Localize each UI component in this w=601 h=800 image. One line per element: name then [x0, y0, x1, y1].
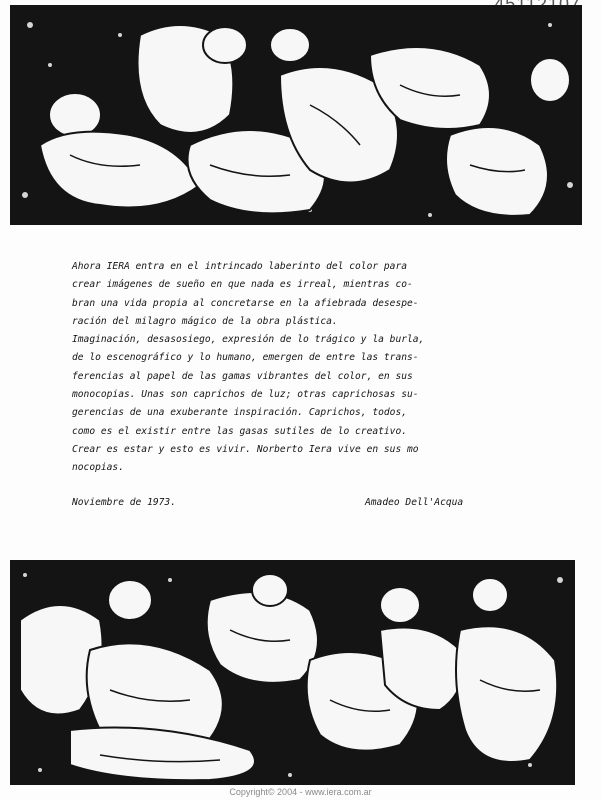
- bottom-artwork: [10, 560, 575, 785]
- text-line: Imaginación, desasosiego, expresión de lo trágico y la burla,: [72, 334, 425, 346]
- copyright-notice: Copyright© 2004 - www.iera.com.ar: [229, 787, 372, 797]
- date-line: Noviembre de 1973.: [72, 497, 176, 508]
- text-line: bran una vida propia al concretarse en la afiebrada desespe-: [72, 297, 419, 309]
- text-line: Ahora IERA entra en el intrincado laberinto del color para: [72, 261, 408, 272]
- paragraph: [72, 258, 542, 478]
- bottom-artwork-image: [10, 560, 575, 785]
- text-line: Crear es estar y esto es vivir. Norberto Iera vive en sus mo: [72, 443, 419, 455]
- text-line: gerencias de una exuberante inspiración. Caprichos, todos,: [72, 407, 408, 419]
- text-line: de lo escenográfico y lo humano, emergen de entre las trans-: [72, 352, 419, 364]
- top-artwork-image: [10, 5, 582, 225]
- text-line: ración del milagro mágico de la obra plástica.: [72, 315, 338, 327]
- text-line: monocopias. Unas son caprichos de luz; otras caprichosas su-: [72, 389, 419, 401]
- author-signature: Amadeo Dell'Acqua: [365, 497, 464, 508]
- text-line: como es el existir entre las gasas sutiles de lo creativo.: [72, 425, 408, 437]
- text-line: nocopias.: [72, 462, 124, 474]
- text-line: crear imágenes de sueño en que nada es irreal, mientras co-: [72, 279, 413, 291]
- top-artwork: [10, 5, 582, 225]
- text-line: ferencias al papel de las gamas vibrantes del color, en sus: [72, 370, 413, 382]
